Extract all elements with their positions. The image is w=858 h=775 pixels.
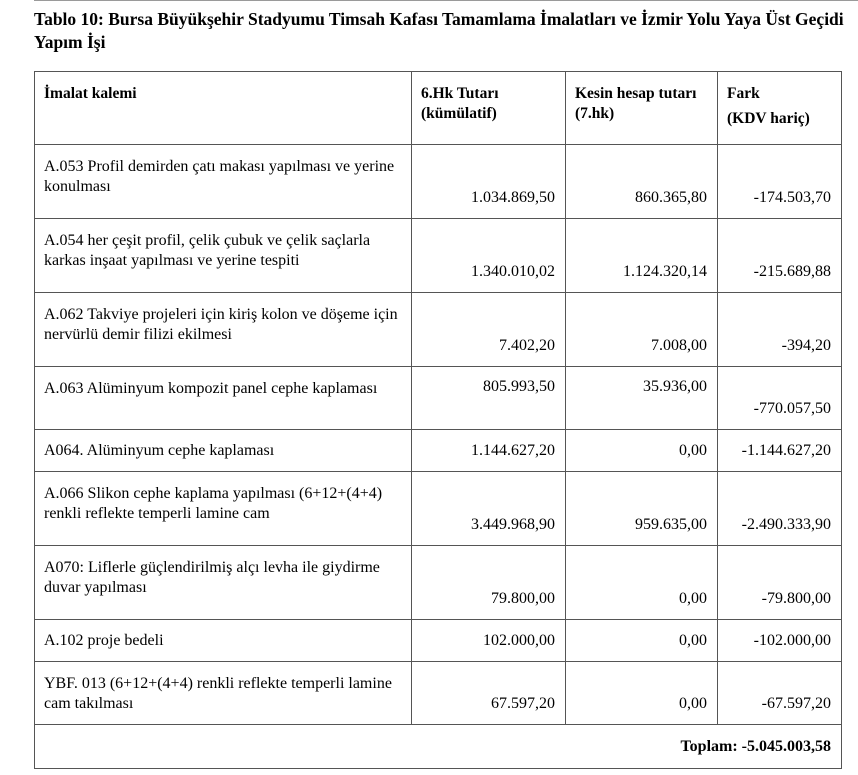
table-row [35, 145, 842, 219]
kesin-cell: 0,00 [566, 620, 718, 662]
header-item: İmalat kalemi [35, 72, 412, 145]
hk6-cell: 102.000,00 [412, 620, 566, 662]
item-cell: A.054 her çeşit profil, çelik çubuk ve çelik saçlarla karkas inşaat yapılması ve yerine tespiti [35, 219, 412, 293]
item-cell: A.053 Profil demirden çatı makası yapılması ve yerine konulması [35, 145, 412, 219]
hk6-cell: 1.034.869,50 [412, 145, 566, 219]
table-row [35, 367, 842, 430]
fark-cell: -770.057,50 [718, 367, 842, 430]
kesin-cell: 0,00 [566, 546, 718, 620]
table-row [35, 546, 842, 620]
total-value: Toplam: -5.045.003,58 [35, 725, 842, 769]
table-row [35, 430, 842, 472]
fark-cell: -2.490.333,90 [718, 472, 842, 546]
kesin-cell: 0,00 [566, 430, 718, 472]
header-fark-label: Fark [727, 85, 760, 102]
hk6-cell: 79.800,00 [412, 546, 566, 620]
hk6-cell: 1.340.010,02 [412, 219, 566, 293]
table-title: Tablo 10: Bursa Büyükşehir Stadyumu Timsah Kafası Tamamlama İmalatları ve İzmir Yolu Yaya Üst Geçidi Yapım İşi [34, 9, 844, 52]
kesin-cell: 7.008,00 [566, 293, 718, 367]
header-fark [718, 72, 842, 145]
item-cell: YBF. 013 (6+12+(4+4) renkli reflekte temperli lamine cam takılması [35, 662, 412, 725]
fark-cell: -215.689,88 [718, 219, 842, 293]
fark-cell: -394,20 [718, 293, 842, 367]
header-hk6: 6.Hk Tutarı (kümülatif) [412, 72, 566, 145]
table-row [35, 219, 842, 293]
item-cell: A070: Liflerle güçlendirilmiş alçı levha ile giydirme duvar yapılması [35, 546, 412, 620]
kesin-cell: 1.124.320,14 [566, 219, 718, 293]
table-row [35, 293, 842, 367]
hk6-cell: 7.402,20 [412, 293, 566, 367]
kesin-cell: 959.635,00 [566, 472, 718, 546]
top-rule [34, 0, 858, 1]
hk6-cell: 1.144.627,20 [412, 430, 566, 472]
item-cell: A.062 Takviye projeleri için kiriş kolon ve döşeme için nervürlü demir filizi ekilmesi [35, 293, 412, 367]
hk6-cell: 67.597,20 [412, 662, 566, 725]
item-cell: A.066 Slikon cephe kaplama yapılması (6+12+(4+4) renkli reflekte temperli lamine cam [35, 472, 412, 546]
header-row [35, 72, 842, 145]
fark-cell: -79.800,00 [718, 546, 842, 620]
hk6-cell: 805.993,50 [412, 367, 566, 430]
kesin-cell: 35.936,00 [566, 367, 718, 430]
table-row [35, 662, 842, 725]
item-cell: A.102 proje bedeli [35, 620, 412, 662]
kesin-cell: 860.365,80 [566, 145, 718, 219]
fark-cell: -67.597,20 [718, 662, 842, 725]
total-row [35, 725, 842, 769]
table-row [35, 472, 842, 546]
fark-cell: -1.144.627,20 [718, 430, 842, 472]
cost-table [34, 71, 842, 769]
fark-cell: -174.503,70 [718, 145, 842, 219]
header-fark-note: (KDV hariç) [727, 110, 810, 127]
fark-cell: -102.000,00 [718, 620, 842, 662]
header-kesin: Kesin hesap tutarı (7.hk) [566, 72, 718, 145]
item-cell: A064. Alüminyum cephe kaplaması [35, 430, 412, 472]
kesin-cell: 0,00 [566, 662, 718, 725]
item-cell: A.063 Alüminyum kompozit panel cephe kaplaması [35, 367, 412, 430]
table-row [35, 620, 842, 662]
hk6-cell: 3.449.968,90 [412, 472, 566, 546]
